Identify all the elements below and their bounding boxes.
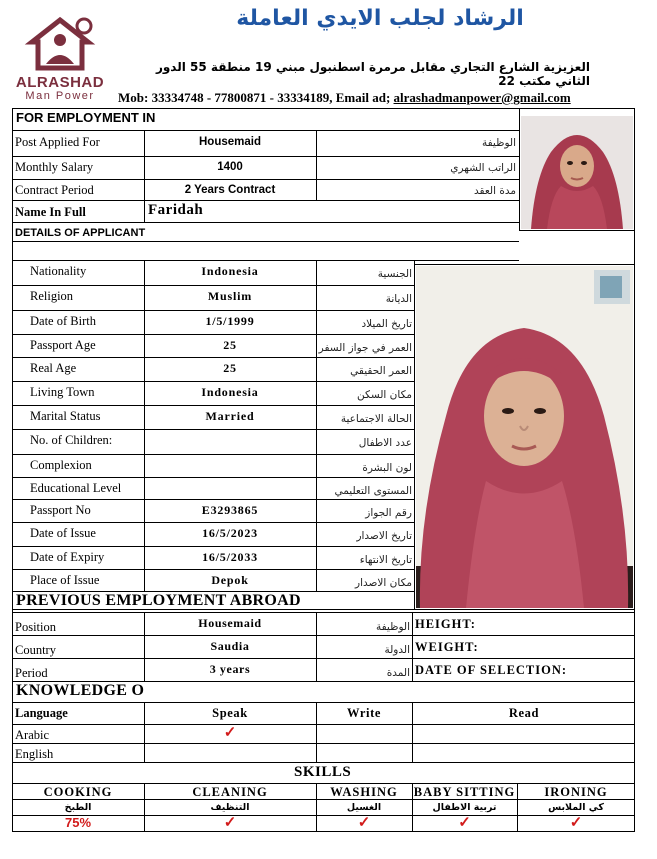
previous-row-label-arabic: المدة [386,667,410,679]
applicant-row-value: Married [205,409,255,423]
applicant-row-label-arabic: مكان الاصدار [355,577,412,589]
employment-row-label-arabic: مدة العقد [474,185,516,197]
knowledge-language: English [15,747,54,761]
grid-line-h [12,783,635,784]
grid-line-v [316,702,317,762]
previous-row-label-arabic: الوظيفة [375,621,410,633]
applicant-row-label: Date of Birth [30,314,96,328]
grid-line-h [12,499,414,500]
applicant-row-label-arabic: لون البشرة [362,462,412,474]
name-label: Name In Full [15,205,86,219]
skill-mark: 75% [64,815,92,830]
applicant-row-value: 25 [223,338,237,352]
skills-section-title: SKILLS [294,764,352,780]
grid-line-h [12,429,414,430]
skill-name-arabic: تربية الاطفال [432,802,497,813]
grid-line-h [12,569,414,570]
company-title-arabic: الرشاد لجلب الايدي العاملة [236,6,524,31]
skill-name-arabic: الغسيل [346,802,382,813]
grid-line-h [12,310,414,311]
grid-line-h [12,658,635,659]
grid-line-h [12,156,519,157]
skill-name: CLEANING [192,785,268,799]
applicant-row-label: Passport No [30,503,91,517]
applicant-row-value: 16/5/2023 [202,526,258,540]
applicant-row-label: Date of Expiry [30,550,105,564]
skill-name-arabic: الطبخ [64,802,92,813]
grid-line-h [12,635,635,636]
email-link[interactable]: alrashadmanpower@gmail.com [393,90,571,105]
employment-row-value: 1400 [217,161,243,173]
applicant-section-title: DETAILS OF APPLICANT [15,227,146,239]
knowledge-speak-mark: ✓ [223,724,237,741]
applicant-row-label-arabic: مكان السكن [357,389,412,401]
grid-line-h [12,130,519,131]
grid-line-h [12,381,414,382]
grid-line-h [12,762,635,763]
applicant-row-value: 16/5/2033 [202,550,258,564]
applicant-photo-small [521,116,633,229]
grid-line-h [414,264,635,265]
company-address-arabic: العزيزية الشارع التجاري مقابل مرمرة اسطنبول مبني 19 منطقة 55 الدور الثاني مكتب 22 [155,60,590,88]
applicant-row-label-arabic: المستوى التعليمي [334,485,412,497]
grid-line-h [12,799,635,800]
grid-line-v [316,612,317,681]
applicant-row-value: 25 [223,361,237,375]
knowledge-header: Language [15,706,68,720]
logo-name: ALRASHAD [15,74,105,91]
applicant-row-value: Indonesia [201,385,259,399]
applicant-row-label: Place of Issue [30,573,100,587]
employment-row-label: Post Applied For [15,135,100,149]
previous-row-label: Country [15,643,56,657]
grid-line-v [144,612,145,681]
employment-row-label-arabic: الوظيفة [481,137,516,149]
employment-row-label: Monthly Salary [15,160,94,174]
grid-line-h [12,454,414,455]
applicant-row-label-arabic: تاريخ الاصدار [356,530,412,542]
skill-mark: ✓ [223,814,237,831]
applicant-row-label: Educational Level [30,481,122,495]
company-logo [24,16,96,74]
previous-side-field: HEIGHT: [415,617,476,631]
previous-row-label: Period [15,666,48,680]
name-value: Faridah [148,202,204,218]
grid-line-h [12,222,519,223]
grid-line-v [316,260,317,591]
grid-line-h [519,230,635,231]
grid-line-v [412,702,413,762]
applicant-row-label-arabic: الديانة [385,293,412,305]
grid-line-h [12,477,414,478]
skill-name-arabic: التنظيف [210,802,250,813]
grid-line-h [12,724,635,725]
previous-side-field: DATE OF SELECTION: [415,663,568,677]
skill-mark: ✓ [458,814,471,831]
knowledge-header: Write [346,706,381,720]
contact-numbers: Mob: 33334748 - 77800871 - 33334189, Email ad; [118,90,394,105]
grid-line-v [519,108,520,230]
employment-row-label-arabic: الراتب الشهري [450,162,516,174]
grid-line-h [12,334,414,335]
applicant-row-label-arabic: الجنسية [377,268,412,280]
applicant-row-label: Nationality [30,264,87,278]
applicant-photo-large [416,266,633,608]
knowledge-header: Speak [212,706,248,720]
grid-line-v [414,260,415,609]
knowledge-language: Arabic [15,728,50,742]
applicant-row-value: Depok [211,573,249,587]
grid-line-h [12,546,414,547]
contact-line [118,90,638,106]
applicant-row-value: E3293865 [201,503,259,517]
previous-row-value: Saudia [210,639,250,653]
applicant-row-label-arabic: رقم الجواز [365,507,412,519]
grid-line-h [12,612,635,613]
logo-subtitle: Man Power [25,90,95,102]
grid-line-v [144,130,145,222]
employment-section-title: FOR EMPLOYMENT IN [16,110,156,125]
applicant-row-label-arabic: تاريخ الميلاد [361,318,412,330]
previous-row-value: Housemaid [198,616,262,630]
grid-line-h [12,702,635,703]
grid-line-v [412,612,413,681]
applicant-row-label: Marital Status [30,409,101,423]
previous-row-label-arabic: الدولة [384,644,410,656]
skill-mark: ✓ [357,814,371,831]
applicant-row-value: Indonesia [201,264,259,278]
grid-line-h [12,522,414,523]
knowledge-header: Read [508,706,540,720]
grid-line-v [316,130,317,200]
applicant-row-label-arabic: تاريخ الانتهاء [359,554,412,566]
applicant-row-value: Muslim [207,289,253,303]
grid-line-v [144,702,145,762]
previous-row-value: 3 years [209,662,251,676]
applicant-row-label: Date of Issue [30,526,96,540]
grid-line-h [12,200,519,201]
skill-name: IRONING [544,785,608,799]
skill-mark: ✓ [569,814,583,831]
applicant-row-label: Passport Age [30,338,96,352]
grid-line-h [12,179,519,180]
applicant-row-value: 1/5/1999 [205,314,255,328]
previous-section-title: PREVIOUS EMPLOYMENT ABROAD [16,592,301,609]
skill-name-arabic: كي الملابس [548,802,604,813]
grid-line-h [12,241,519,242]
applicant-row-label-arabic: الحالة الاجتماعية [340,413,412,425]
grid-line-h [12,260,414,261]
employment-row-value: Housemaid [199,136,261,148]
previous-side-field: WEIGHT: [415,640,479,654]
applicant-row-label: Religion [30,289,74,303]
grid-line-h [12,405,414,406]
applicant-row-label: Living Town [30,385,95,399]
skill-name: WASHING [330,785,398,799]
applicant-row-label: Real Age [30,361,77,375]
employment-row-value: 2 Years Contract [184,184,276,196]
grid-line-h [12,357,414,358]
skill-name: COOKING [43,785,113,799]
applicant-row-label: No. of Children: [30,433,113,447]
previous-row-label: Position [15,620,56,634]
knowledge-section-title: KNOWLEDGE O [16,682,145,699]
grid-line-h [12,609,635,610]
applicant-row-label-arabic: عدد الاطفال [358,437,412,449]
applicant-row-label: Complexion [30,458,92,472]
applicant-row-label-arabic: العمر الحقيقي [350,365,412,377]
skill-name: BABY SITTING [413,785,516,799]
grid-line-v [144,260,145,591]
employment-row-label: Contract Period [15,183,94,197]
grid-line-h [12,285,414,286]
applicant-row-label-arabic: العمر في جواز السفر [318,342,412,354]
grid-line-h [12,743,635,744]
